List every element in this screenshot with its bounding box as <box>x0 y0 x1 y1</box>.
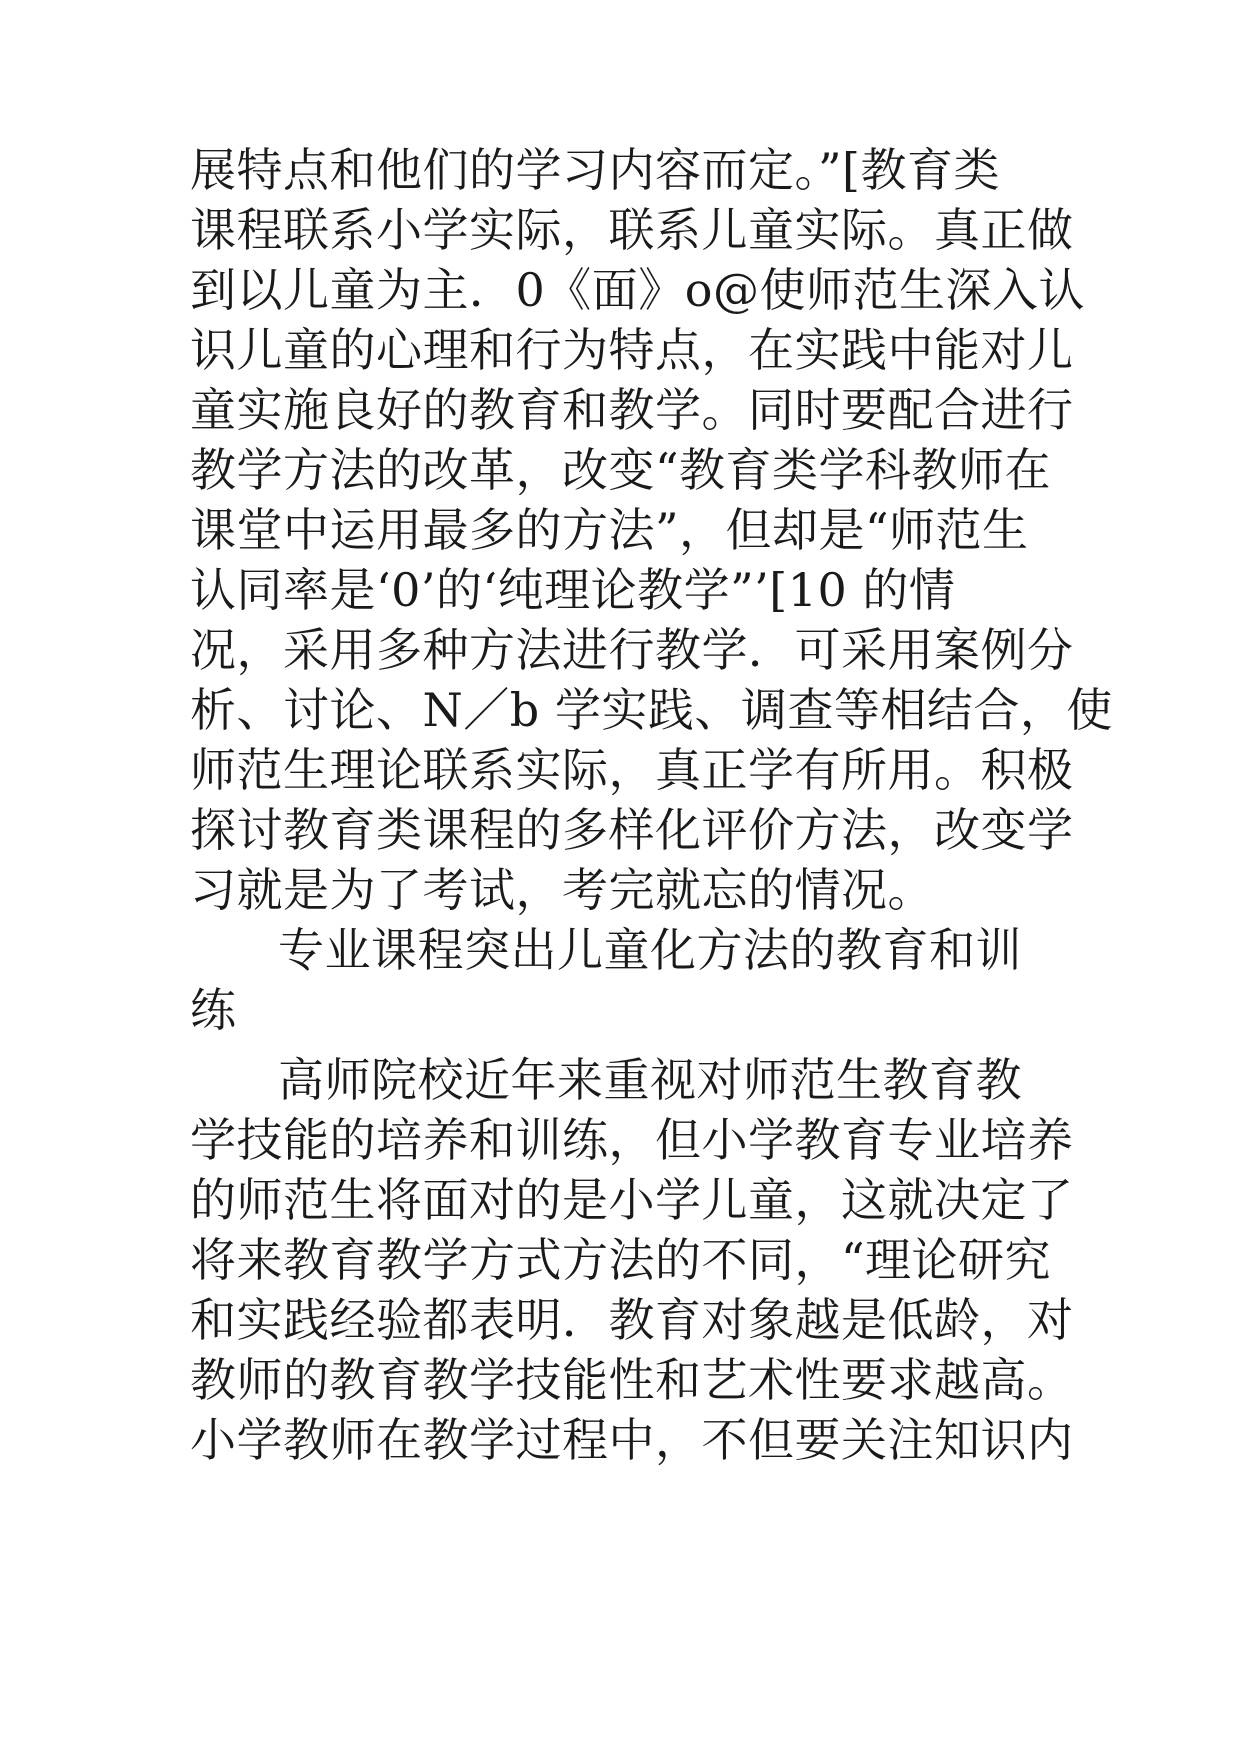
section-heading-line-2: 练 <box>190 983 237 1037</box>
text-line-7: 课堂中运用最多的方法”，但却是“师范生 <box>190 503 1029 557</box>
text-line-11: 师范生理论联系实际，真正学有所用。积极 <box>190 743 1074 797</box>
text-line-8: 认同率是‘0’的‘纯理论教学”’[10 的情 <box>190 563 956 617</box>
text-line-21: 教师的教育教学技能性和艺术性要求越高。 <box>190 1353 1074 1407</box>
text-line-12: 探讨教育类课程的多样化评价方法，改变学 <box>190 803 1074 857</box>
text-line-16: 高师院校近年来重视对师范生教育教 <box>278 1053 1022 1107</box>
text-line-6: 教学方法的改革，改变“教育类学科教师在 <box>190 443 1052 497</box>
text-line-20: 和实践经验都表明．教育对象越是低龄，对 <box>190 1293 1074 1347</box>
text-line-5: 童实施良好的教育和教学。同时要配合进行 <box>190 383 1074 437</box>
text-line-22: 小学教师在教学过程中，不但要关注知识内 <box>190 1413 1074 1467</box>
text-line-17: 学技能的培养和训练，但小学教育专业培养 <box>190 1113 1074 1167</box>
section-heading-line-1: 专业课程突出儿童化方法的教育和训 <box>278 923 1022 977</box>
text-line-4: 识儿童的心理和行为特点，在实践中能对儿 <box>190 323 1074 377</box>
text-line-2: 课程联系小学实际，联系儿童实际。真正做 <box>190 203 1074 257</box>
text-line-18: 的师范生将面对的是小学儿童，这就决定了 <box>190 1173 1074 1227</box>
text-line-9: 况，采用多种方法进行教学．可采用案例分 <box>190 623 1074 677</box>
text-line-10: 析、讨论、N／b 学实践、调查等相结合，使 <box>190 683 1113 737</box>
text-line-13: 习就是为了考试，考完就忘的情况。 <box>190 863 934 917</box>
text-line-19: 将来教育教学方式方法的不同，“理论研究 <box>190 1233 1052 1287</box>
text-line-1: 展特点和他们的学习内容而定。”[教育类 <box>190 143 1000 197</box>
text-line-3: 到以儿童为主．0《面》o@使师范生深入认 <box>190 263 1085 317</box>
